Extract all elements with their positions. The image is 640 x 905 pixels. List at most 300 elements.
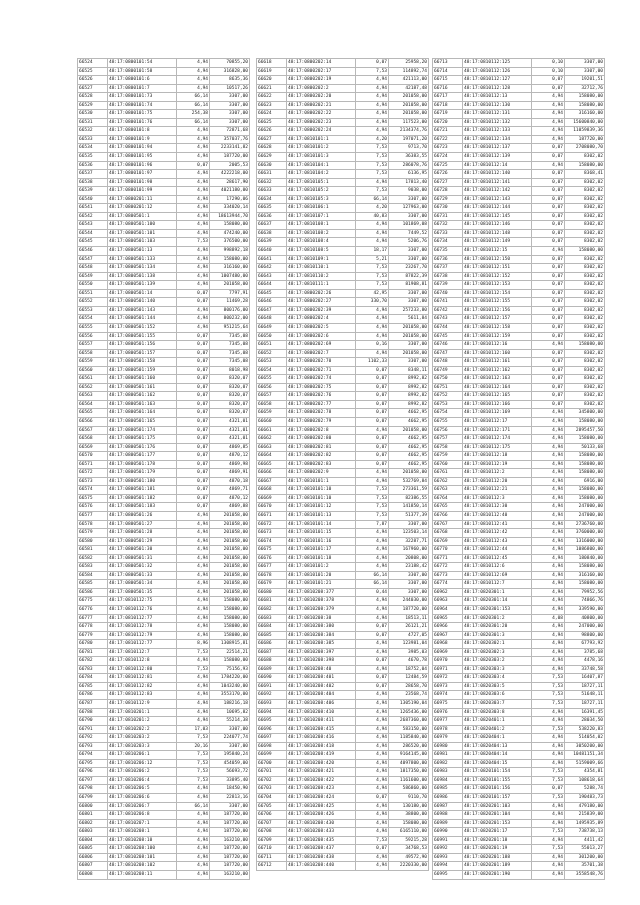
amount-cell: 40800,00 <box>565 614 605 623</box>
amount-cell: 538220,83 <box>565 725 605 734</box>
table-row <box>257 229 429 238</box>
table-row <box>433 144 605 153</box>
amount-cell: 201058,00 <box>389 110 429 119</box>
rate-cell: 4,94 <box>356 537 389 546</box>
row-number-cell: 66554 <box>78 315 108 324</box>
amount-cell: 1495935,89 <box>565 819 605 828</box>
cadastral-number-cell: 48:17:0800101:9 <box>108 135 177 144</box>
cadastral-number-cell: 48:17:0800101:98 <box>108 178 177 187</box>
table-row <box>433 665 605 674</box>
cadastral-number-cell: 48:17:0810208:401 <box>287 674 356 683</box>
cadastral-number-cell: 48:17:0810208:423 <box>287 785 356 794</box>
rate-cell: 4,94 <box>356 717 389 726</box>
row-number-cell: 66710 <box>257 845 287 854</box>
amount-cell: 357037,76 <box>210 135 250 144</box>
row-number-cell: 66995 <box>433 870 463 879</box>
table-row <box>433 341 605 350</box>
rate-cell: 7,53 <box>177 751 210 760</box>
table-row <box>433 503 605 512</box>
amount-cell: 8302,02 <box>565 195 605 204</box>
amount-cell: 5159009,66 <box>565 759 605 768</box>
rate-cell: 4,94 <box>356 563 389 572</box>
table-row <box>433 537 605 546</box>
row-number-cell: 66763 <box>433 486 463 495</box>
row-number-cell: 66571 <box>78 460 108 469</box>
cadastral-number-cell: 48:17:0800202:5 <box>287 323 356 332</box>
rate-cell: 7,53 <box>532 682 565 691</box>
cadastral-number-cell: 48:17:0800202:19 <box>287 76 356 85</box>
amount-cell: 158080,00 <box>565 341 605 350</box>
table-row <box>433 400 605 409</box>
cadastral-number-cell: 48:17:0810108:5 <box>287 247 356 256</box>
table-row <box>78 289 250 298</box>
amount-cell: 23267,70 <box>389 264 429 273</box>
rate-cell: 4,94 <box>532 452 565 461</box>
row-number-cell: 66544 <box>78 229 108 238</box>
rate-cell: 4,94 <box>532 853 565 862</box>
table-row <box>433 426 605 435</box>
row-number-cell: 66779 <box>78 631 108 640</box>
row-number-cell: 66794 <box>78 751 108 760</box>
amount-cell: 158080,00 <box>565 486 605 495</box>
rate-cell: 4,94 <box>177 187 210 196</box>
table-row <box>78 614 250 623</box>
cadastral-number-cell: 48:17:0800202:7 <box>287 349 356 358</box>
cadastral-number-cell: 48:17:0810101:3 <box>287 153 356 162</box>
cadastral-number-cell: 48:17:0800501:181 <box>108 486 177 495</box>
row-number-cell: 66723 <box>433 144 463 153</box>
table-row <box>257 623 429 632</box>
table-row <box>257 853 429 862</box>
rate-cell: 4,94 <box>532 640 565 649</box>
table-row <box>433 648 605 657</box>
cadastral-number-cell: 48:17:0810208:411 <box>287 717 356 726</box>
row-number-cell: 66536 <box>78 161 108 170</box>
amount-cell: 158080,00 <box>210 597 250 606</box>
rate-cell: 4,94 <box>532 409 565 418</box>
cadastral-number-cell: 48:17:0810112:164 <box>463 383 532 392</box>
table-row <box>257 204 429 213</box>
row-number-cell: 66581 <box>78 546 108 555</box>
row-number-cell: 66694 <box>257 708 287 717</box>
table-row <box>78 665 250 674</box>
amount-cell: 32287,71 <box>389 537 429 546</box>
amount-cell: 247000,00 <box>565 623 605 632</box>
cadastral-number-cell: 48:17:0810112:143 <box>463 195 532 204</box>
cadastral-number-cell: 48:17:0810208:10 <box>108 836 177 845</box>
table-row <box>78 93 250 102</box>
rate-cell: 4,94 <box>177 520 210 529</box>
row-number-cell: 66793 <box>78 742 108 751</box>
table-row <box>257 862 429 871</box>
amount-cell: 2687360,00 <box>389 717 429 726</box>
cadastral-number-cell: 48:17:0820201:189 <box>463 862 532 871</box>
row-number-cell: 66724 <box>433 153 463 162</box>
amount-cell: 301200,00 <box>565 853 605 862</box>
rate-cell: 4,94 <box>356 529 389 538</box>
amount-cell: 4021180,00 <box>210 187 250 196</box>
row-number-cell: 66539 <box>78 187 108 196</box>
cadastral-number-cell: 48:17:0800202:26 <box>287 289 356 298</box>
rate-cell: 0,07 <box>177 409 210 418</box>
table-column-3 <box>432 58 605 880</box>
cadastral-number-cell: 48:17:0820201:104 <box>463 811 532 820</box>
rate-cell: 7,53 <box>532 828 565 837</box>
amount-cell: 18613944,70 <box>210 212 250 221</box>
table-row <box>257 700 429 709</box>
table-row <box>433 187 605 196</box>
rate-cell: 4,94 <box>532 341 565 350</box>
row-number-cell: 66729 <box>433 195 463 204</box>
amount-cell: 117523,00 <box>389 118 429 127</box>
cadastral-number-cell: 48:17:0810112:45 <box>463 554 532 563</box>
cadastral-number-cell: 48:17:0810112:154 <box>463 289 532 298</box>
amount-cell: 72871,68 <box>210 127 250 136</box>
rate-cell: 7,53 <box>177 759 210 768</box>
row-number-cell: 66549 <box>78 272 108 281</box>
row-number-cell: 66671 <box>257 511 287 520</box>
amount-cell: 158080,00 <box>565 93 605 102</box>
cadastral-number-cell: 48:17:0810208:1 <box>108 828 177 837</box>
table-row <box>257 708 429 717</box>
table-row <box>433 691 605 700</box>
cadastral-number-cell: 48:17:0810208:421 <box>287 768 356 777</box>
row-number-cell: 66773 <box>433 571 463 580</box>
amount-cell: 36383,55 <box>389 153 429 162</box>
table-row <box>257 546 429 555</box>
rate-cell: 4,94 <box>356 606 389 615</box>
row-number-cell: 66669 <box>257 494 287 503</box>
row-number-cell: 66725 <box>433 161 463 170</box>
table-row <box>257 529 429 538</box>
cadastral-number-cell: 48:17:0800202:23 <box>287 118 356 127</box>
amount-cell: 8320,07 <box>210 392 250 401</box>
rate-cell: 4,94 <box>532 606 565 615</box>
rate-cell: 0,07 <box>532 272 565 281</box>
row-number-cell: 66977 <box>433 717 463 726</box>
row-number-cell: 66991 <box>433 836 463 845</box>
row-number-cell: 66650 <box>257 332 287 341</box>
amount-cell: 8302,02 <box>565 323 605 332</box>
cadastral-number-cell: 48:17:0810112:7 <box>108 648 177 657</box>
row-number-cell: 66644 <box>257 281 287 290</box>
amount-cell: 38800,00 <box>389 811 429 820</box>
cadastral-number-cell: 48:17:0810110:2 <box>287 272 356 281</box>
table-row <box>433 332 605 341</box>
amount-cell: 244030,00 <box>389 597 429 606</box>
amount-cell: 3985,03 <box>389 648 429 657</box>
rate-cell: 0,07 <box>532 358 565 367</box>
amount-cell: 10517,26 <box>210 84 250 93</box>
table-row <box>257 460 429 469</box>
table-row <box>433 443 605 452</box>
row-number-cell: 66572 <box>78 469 108 478</box>
amount-cell: 8302,02 <box>565 332 605 341</box>
rate-cell: 4,94 <box>177 836 210 845</box>
cadastral-number-cell: 48:17:0800101:99 <box>108 187 177 196</box>
amount-cell: 187720,00 <box>210 828 250 837</box>
table-row <box>433 494 605 503</box>
rate-cell: 0,07 <box>532 144 565 153</box>
amount-cell: 1316000,00 <box>565 537 605 546</box>
rate-cell: 7,53 <box>356 161 389 170</box>
rate-cell: 0,07 <box>532 289 565 298</box>
cadastral-number-cell: 48:17:0820404:1 <box>463 734 532 743</box>
cadastral-number-cell: 48:17:0800202:78 <box>287 409 356 418</box>
row-number-cell: 66557 <box>78 341 108 350</box>
table-row <box>433 571 605 580</box>
cadastral-number-cell: 48:17:0800202:20 <box>287 93 356 102</box>
amount-cell: 158080,00 <box>389 819 429 828</box>
amount-cell: 8635,36 <box>210 76 250 85</box>
rate-cell: 4,94 <box>177 571 210 580</box>
rate-cell: 4,94 <box>356 742 389 751</box>
row-number-cell: 66569 <box>78 443 108 452</box>
row-number-cell: 66637 <box>257 221 287 230</box>
cadastral-number-cell: 48:17:0810208:419 <box>287 751 356 760</box>
rate-cell: 0,07 <box>177 417 210 426</box>
amount-cell: 8348,11 <box>389 366 429 375</box>
row-number-cell: 66532 <box>78 127 108 136</box>
amount-cell: 3307,00 <box>210 725 250 734</box>
cadastral-number-cell: 48:17:0810112:128 <box>463 84 532 93</box>
cadastral-number-cell: 48:17:0800501:176 <box>108 443 177 452</box>
table-row <box>78 315 250 324</box>
cadastral-number-cell: 48:17:0810112:157 <box>463 315 532 324</box>
cadastral-number-cell: 48:17:0810112:156 <box>463 306 532 315</box>
table-row <box>257 776 429 785</box>
rate-cell: 4,94 <box>177 67 210 76</box>
row-number-cell: 66702 <box>257 776 287 785</box>
amount-cell: 9713,70 <box>389 144 429 153</box>
table-row <box>433 631 605 640</box>
row-number-cell: 66745 <box>433 332 463 341</box>
row-number-cell: 66775 <box>78 597 108 606</box>
table-row <box>433 272 605 281</box>
cadastral-number-cell: 48:17:0810112:162 <box>463 366 532 375</box>
row-number-cell: 66628 <box>257 144 287 153</box>
amount-cell: 583150,00 <box>389 725 429 734</box>
amount-cell: 951215,64 <box>210 323 250 332</box>
table-row <box>257 84 429 93</box>
table-row <box>433 870 605 879</box>
rate-cell: 0,07 <box>532 349 565 358</box>
row-number-cell: 66639 <box>257 238 287 247</box>
amount-cell: 3307,00 <box>389 588 429 597</box>
cadastral-number-cell: 48:17:0810101:18 <box>287 554 356 563</box>
rate-cell: 4,94 <box>532 751 565 760</box>
table-row <box>433 811 605 820</box>
row-number-cell: 66526 <box>78 76 108 85</box>
cadastral-number-cell: 48:17:0800501:28 <box>108 529 177 538</box>
cadastral-number-cell: 48:17:0810208:424 <box>287 794 356 803</box>
rate-cell: 0,07 <box>356 845 389 854</box>
table-row <box>78 127 250 136</box>
row-number-cell: 66533 <box>78 135 108 144</box>
row-number-cell: 66757 <box>433 435 463 444</box>
amount-cell: 4869,91 <box>210 469 250 478</box>
rate-cell: 4,94 <box>532 742 565 751</box>
table-row <box>433 238 605 247</box>
amount-cell: 6136,95 <box>389 170 429 179</box>
amount-cell: 8302,02 <box>565 212 605 221</box>
amount-cell: 7345,08 <box>210 349 250 358</box>
row-number-cell: 66530 <box>78 110 108 119</box>
amount-cell: 25958,20 <box>389 59 429 68</box>
row-number-cell: 66580 <box>78 537 108 546</box>
table-row <box>257 435 429 444</box>
row-number-cell: 66969 <box>433 648 463 657</box>
cadastral-number-cell: 48:17:0800501:177 <box>108 452 177 461</box>
row-number-cell: 66632 <box>257 178 287 187</box>
rate-cell: 4,94 <box>177 529 210 538</box>
rate-cell: 7,53 <box>532 776 565 785</box>
row-number-cell: 66770 <box>433 546 463 555</box>
cadastral-number-cell: 48:17:0800501:182 <box>108 494 177 503</box>
table-row <box>78 597 250 606</box>
rate-cell: 0,07 <box>532 204 565 213</box>
row-number-cell: 66765 <box>433 503 463 512</box>
amount-cell: 55013,27 <box>565 845 605 854</box>
cadastral-number-cell: 48:17:0810208:11 <box>108 870 177 879</box>
amount-cell: 22514,21 <box>210 648 250 657</box>
cadastral-number-cell: 48:17:0810208:377 <box>287 588 356 597</box>
row-number-cell: 66703 <box>257 785 287 794</box>
table-row <box>433 170 605 179</box>
amount-cell: 158080,00 <box>210 631 250 640</box>
row-number-cell: 66668 <box>257 486 287 495</box>
cadastral-number-cell: 48:17:0810112:3 <box>463 494 532 503</box>
table-row <box>257 811 429 820</box>
rate-cell: 0,07 <box>177 400 210 409</box>
amount-cell: 8302,02 <box>565 315 605 324</box>
row-number-cell: 66683 <box>257 614 287 623</box>
row-number-cell: 66680 <box>257 588 287 597</box>
row-number-cell: 66803 <box>78 828 108 837</box>
table-row <box>257 392 429 401</box>
rate-cell: 4,94 <box>177 862 210 871</box>
row-number-cell: 66556 <box>78 332 108 341</box>
rate-cell: 4,94 <box>356 862 389 871</box>
rate-cell: 0,07 <box>356 366 389 375</box>
amount-cell: 33748,58 <box>565 665 605 674</box>
row-number-cell: 66699 <box>257 751 287 760</box>
table-row <box>78 135 250 144</box>
row-number-cell: 66968 <box>433 640 463 649</box>
cadastral-number-cell: 48:17:0800101:7 <box>108 84 177 93</box>
table-row <box>433 255 605 264</box>
amount-cell: 316160,00 <box>210 264 250 273</box>
amount-cell: 8302,02 <box>565 375 605 384</box>
amount-cell: 4662,95 <box>389 409 429 418</box>
rate-cell: 4,94 <box>356 768 389 777</box>
row-number-cell: 66584 <box>78 571 108 580</box>
rate-cell: 0,07 <box>177 494 210 503</box>
rate-cell: 4,94 <box>532 135 565 144</box>
rate-cell: 4,94 <box>356 725 389 734</box>
table-row <box>78 751 250 760</box>
cadastral-number-cell: 48:17:0800501:163 <box>108 400 177 409</box>
row-number-cell: 66774 <box>433 580 463 589</box>
amount-cell: 3307,00 <box>389 520 429 529</box>
table-row <box>433 469 605 478</box>
amount-cell: 32712,76 <box>565 84 605 93</box>
table-row <box>257 657 429 666</box>
rate-cell: 4,94 <box>177 597 210 606</box>
amount-cell: 130180,00 <box>389 802 429 811</box>
table-row <box>78 674 250 683</box>
amount-cell: 201058,00 <box>210 588 250 597</box>
amount-cell: 34768,53 <box>389 845 429 854</box>
cadastral-number-cell: 48:17:0800101:75 <box>108 110 177 119</box>
amount-cell: 8302,02 <box>565 383 605 392</box>
amount-cell: 8320,07 <box>210 383 250 392</box>
row-number-cell: 66963 <box>433 597 463 606</box>
row-number-cell: 66800 <box>78 802 108 811</box>
cadastral-number-cell: 48:17:0810208:435 <box>287 836 356 845</box>
row-number-cell: 66732 <box>433 221 463 230</box>
row-number-cell: 66543 <box>78 221 108 230</box>
cadastral-number-cell: 48:17:0810208:433 <box>287 828 356 837</box>
table-row <box>78 623 250 632</box>
table-row <box>433 759 605 768</box>
table-row <box>257 794 429 803</box>
table-row <box>78 426 250 435</box>
row-number-cell: 66984 <box>433 776 463 785</box>
row-number-cell: 66965 <box>433 614 463 623</box>
table-row <box>433 135 605 144</box>
rate-cell: 4,94 <box>177 153 210 162</box>
cadastral-number-cell: 48:17:0810112:2 <box>463 469 532 478</box>
amount-cell: 7797,91 <box>210 289 250 298</box>
amount-cell: 23568,74 <box>389 691 429 700</box>
cadastral-number-cell: 48:17:0810112:81 <box>108 674 177 683</box>
rate-cell: 0,07 <box>177 426 210 435</box>
table-row <box>433 264 605 273</box>
rate-cell: 0,07 <box>532 238 565 247</box>
rate-cell: 4,94 <box>177 870 210 879</box>
row-number-cell: 66635 <box>257 204 287 213</box>
cadastral-number-cell: 48:17:0800501:35 <box>108 588 177 597</box>
cadastral-number-cell: 48:17:0800202:74 <box>287 375 356 384</box>
rate-cell: 66,14 <box>177 802 210 811</box>
table-row <box>257 477 429 486</box>
table-row <box>433 204 605 213</box>
rate-cell: 0,07 <box>532 255 565 264</box>
table-row <box>257 785 429 794</box>
rate-cell: 4,94 <box>532 537 565 546</box>
row-number-cell: 66786 <box>78 691 108 700</box>
amount-cell: 3307,00 <box>389 195 429 204</box>
amount-cell: 188216,18 <box>210 700 250 709</box>
table-row <box>433 802 605 811</box>
table-row <box>257 614 429 623</box>
row-number-cell: 66548 <box>78 264 108 273</box>
cadastral-number-cell: 48:17:0810112:174 <box>463 435 532 444</box>
amount-cell: 4869,88 <box>210 503 250 512</box>
table-row <box>78 59 250 68</box>
rate-cell: 4,94 <box>177 204 210 213</box>
row-number-cell: 66989 <box>433 819 463 828</box>
amount-cell: 158080,00 <box>565 417 605 426</box>
row-number-cell: 66744 <box>433 323 463 332</box>
row-number-cell: 66980 <box>433 742 463 751</box>
row-number-cell: 66985 <box>433 785 463 794</box>
rate-cell: 4,94 <box>532 648 565 657</box>
table-row <box>257 264 429 273</box>
amount-cell: 8302,02 <box>565 221 605 230</box>
cadastral-number-cell: 48:17:0810112:134 <box>463 135 532 144</box>
